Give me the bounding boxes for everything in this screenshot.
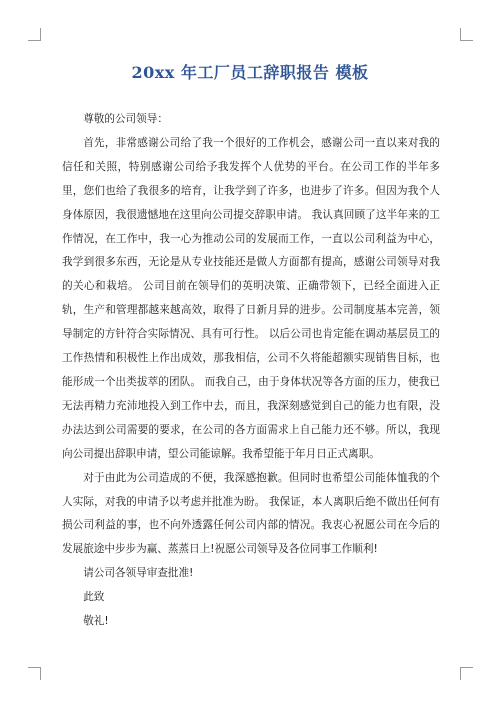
closing-cizhi: 此致 xyxy=(83,591,105,604)
crop-mark-top-left xyxy=(28,28,41,41)
paragraph-request: 请公司各领导审查批准! xyxy=(83,567,194,580)
document-body xyxy=(62,108,440,634)
crop-mark-bottom-right xyxy=(460,667,473,680)
paragraph-gratitude: 首先，非常感谢公司给了我一个很好的工作机会，感谢公司一直以来对我的信任和关照，特别感谢公司给予我发挥个人优势的平台。在公司工作的半年多里，您们也给了我很多的培育，让我学到了许多，也进步了许多。但因为我个人身体原因，我很遗憾地在这里向公司提交辞职申请。 我认真回顾了这半年来的工作情况，在工作中，我一心为推动公司的发展而工作，一直以公司利益为中心，我学到很多东西，无论是从专业技能还是做人方面都有提高，感谢公司领导对我的关心和栽培。 公司目前在领导们的英明决策、正确带领下，已经全面进入正轨，生产和管理都越来越高效，取得了日新月异的进步。公司制度基本完善，领导制定的方针符合实际情况、具有可行性。 以后公司也肯定能在调动基层员工的工作热情和积极性上作出成效，那我相信，公司不久将能超额实现销售目标，也能形成一个出类拔萃的团队。 而我自己，由于身体状况等各方面的压力，使我已无法再精力充沛地投入到工作中去，而且，我深刻感觉到自己的能力也有限，没办法达到公司需要的要求，在公司的各方面需求上自己能力还不够。所以，我现向公司提出辞职申请，望公司能谅解。我希望能于年月日正式离职。 xyxy=(62,136,440,460)
salutation: 尊敬的公司领导： xyxy=(83,113,168,125)
crop-mark-bottom-left xyxy=(28,667,41,680)
document-title: 20xx 年工厂员工辞职报告 模板 xyxy=(131,63,369,82)
crop-mark-top-right xyxy=(460,28,473,41)
closing-jingli: 敬礼! xyxy=(83,615,109,628)
paragraph-apology: 对于由此为公司造成的不便，我深感抱歉。但同时也希望公司能体恤我的个人实际，对我的申请予以考虑并批准为盼。 我保证，本人离职后绝不做出任何有损公司利益的事，也不向外透露任何公司内部的情况。我衷心祝愿公司在今后的发展旅途中步步为赢、蒸蒸日上!祝愿公司领导及各位同事工作顺利! xyxy=(62,471,440,556)
